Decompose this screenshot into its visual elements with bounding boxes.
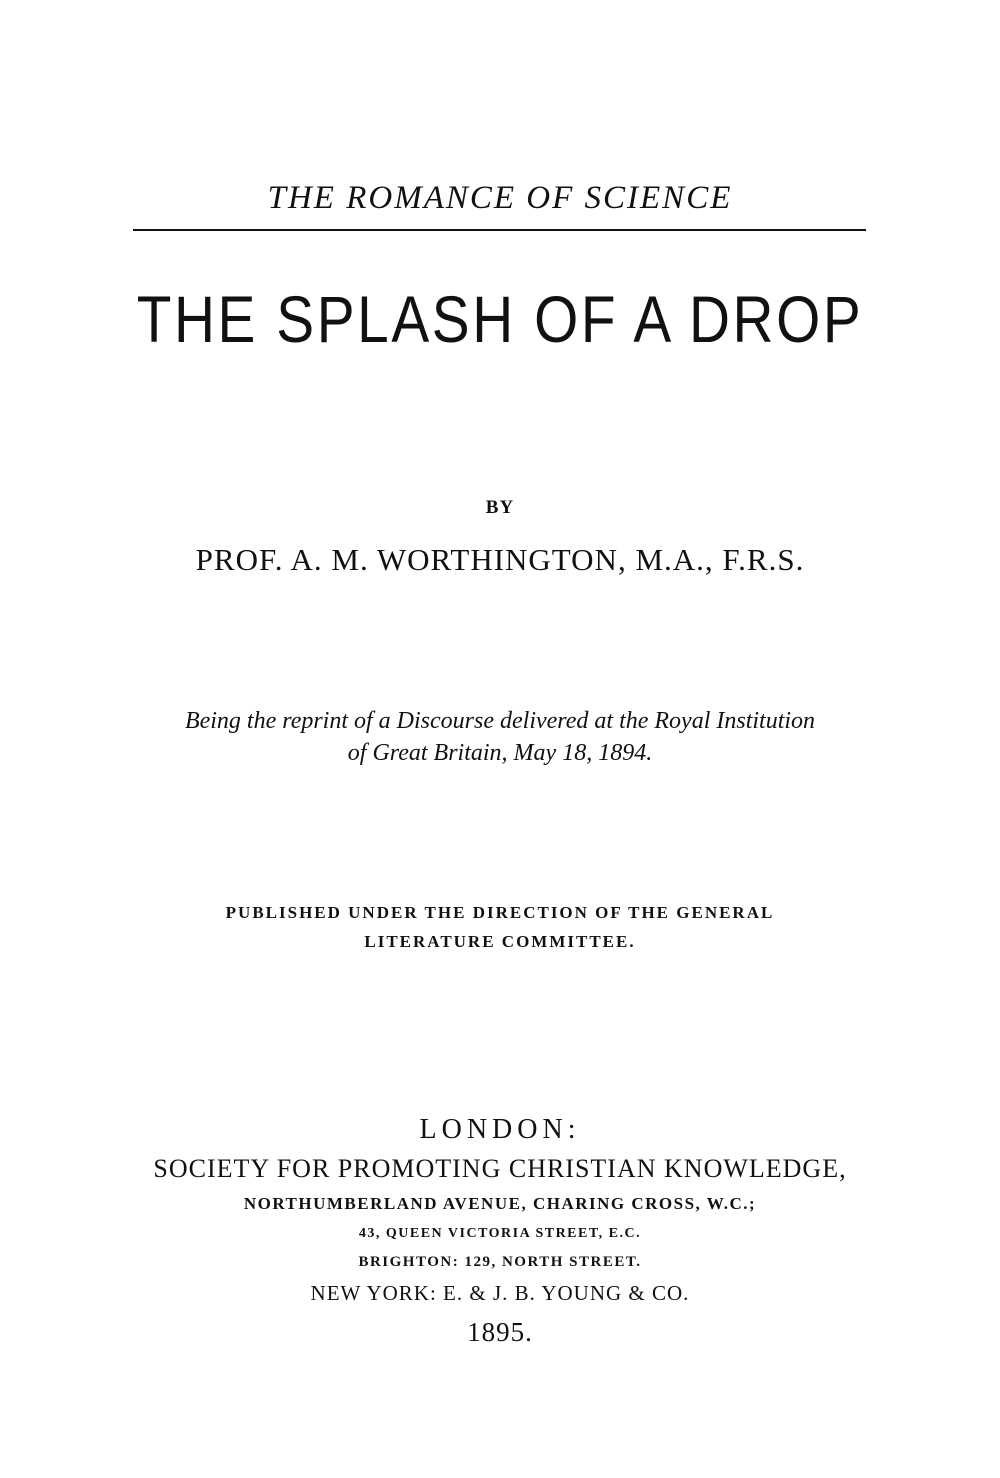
description-line-1: Being the reprint of a Discourse delivered at the Royal Institution bbox=[184, 708, 816, 734]
series-title: THE ROMANCE OF SCIENCE bbox=[267, 180, 733, 216]
imprint-publisher: SOCIETY FOR PROMOTING CHRISTIAN KNOWLEDGE, bbox=[153, 1154, 847, 1183]
imprint-address-2: 43, QUEEN VICTORIA STREET, E.C. bbox=[358, 1226, 642, 1241]
title-divider bbox=[133, 229, 866, 231]
imprint-city: LONDON: bbox=[419, 1114, 581, 1145]
author-line: PROF. A. M. WORTHINGTON, M.A., F.R.S. bbox=[195, 542, 805, 577]
publication-note-line-1: PUBLISHED UNDER THE DIRECTION OF THE GENERAL bbox=[225, 903, 775, 922]
imprint-address-1: NORTHUMBERLAND AVENUE, CHARING CROSS, W.C.; bbox=[243, 1194, 757, 1213]
publication-year: 1895. bbox=[467, 1317, 533, 1347]
imprint-address-3: BRIGHTON: 129, NORTH STREET. bbox=[358, 1254, 642, 1270]
imprint-address-4: NEW YORK: E. & J. B. YOUNG & CO. bbox=[310, 1281, 690, 1305]
publication-note-line-2: LITERATURE COMMITTEE. bbox=[364, 932, 636, 951]
description-line-2: of Great Britain, May 18, 1894. bbox=[347, 740, 653, 766]
book-title: THE SPLASH OF A DROP bbox=[136, 282, 864, 356]
by-label: BY bbox=[485, 497, 515, 518]
